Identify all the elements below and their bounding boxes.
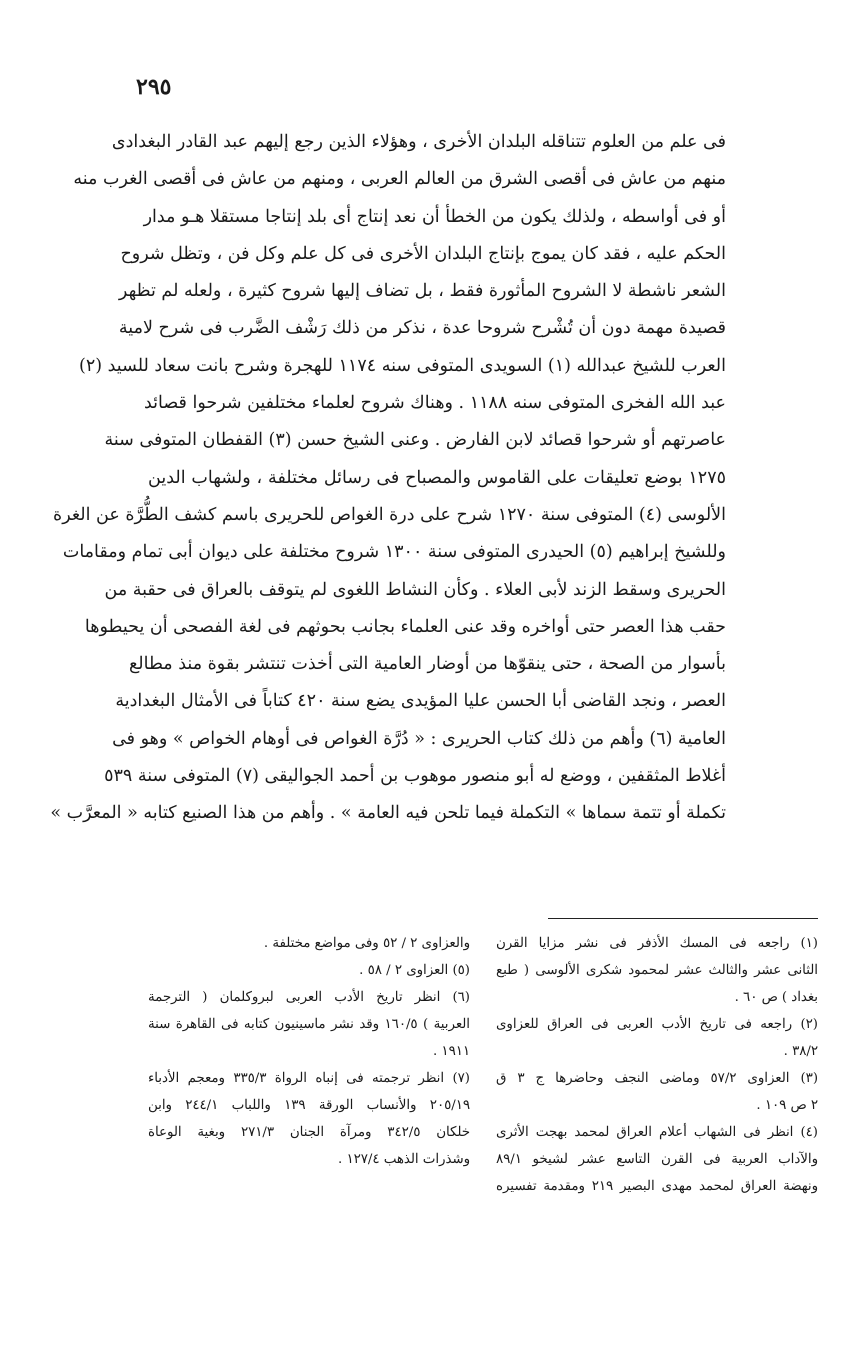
- footnote-line: ١٩١١ .: [432, 1044, 470, 1059]
- footnote-line: وشذرات الذهب ١٢٧/٤ .: [338, 1152, 470, 1167]
- footnotes-left-column: [148, 930, 470, 1173]
- body-line: أغلاط المثقفين ، ووضع له أبو منصور موهوب بن أحمد الجواليقى (٧) المتوفى سنة ٥٣٩: [104, 766, 726, 787]
- footnote-line: ونهضة العراق لمحمد مهدى البصير ٢١٩ ومقدمة تفسيره: [496, 1179, 819, 1194]
- footnote-line: والعزاوى ٢ / ٥٢ وفى مواضع مختلفة .: [263, 936, 470, 951]
- footnote-line: (٦) انظر تاريخ الأدب العربى لبروكلمان ( الترجمة: [148, 990, 470, 1005]
- body-line: عاصرتهم أو شرحوا قصائد لابن الفارض . وعنى الشيخ حسن (٣) القفطان المتوفى سنة: [104, 430, 726, 451]
- body-line: قصيدة مهمة دون أن تُشْرح شروحا عدة ، نذكر من ذلك رَشْف الضَّرب فى شرح لامية: [118, 318, 726, 339]
- footnote-line: ٣٨/٢ .: [783, 1044, 818, 1059]
- page-number: ٢٩٥: [136, 74, 172, 100]
- body-line: عبد الله الفخرى المتوفى سنه ١١٨٨ . وهناك شروح لعلماء مختلفين شرحوا قصائد: [143, 393, 726, 414]
- footnote-line: الثانى عشر والثالث عشر لمحمود شكرى الألوسى ( طبع: [496, 963, 818, 978]
- body-line: الحريرى وسقط الزند لأبى العلاء . وكأن النشاط اللغوى لم يتوقف بالعراق فى حقبة من: [104, 579, 726, 600]
- body-text: [50, 124, 726, 833]
- body-line: أو فى أواسطه ، ولذلك يكون من الخطأ أن نعد إنتاج أى بلد إنتاجا مستقلا هـو مدار: [143, 206, 726, 227]
- footnote-line: والآداب العربية فى القرن التاسع عشر لشيخو ٨٩/١: [496, 1152, 818, 1167]
- footnotes-right-column: [496, 930, 818, 1200]
- body-line: العصر ، ونجد القاضى أبا الحسن عليا المؤيدى يضع سنة ٤٢٠ كتاباً فى الأمثال البغدادية: [115, 691, 726, 712]
- footnote-divider: [548, 918, 818, 919]
- body-line: الحكم عليه ، فقد كان يموج بإنتاج البلدان الأخرى فى كل علم وكل فن ، وتظل شروح: [120, 243, 726, 264]
- body-line: الألوسى (٤) المتوفى سنة ١٢٧٠ شرح على درة الغواص للحريرى باسم كشف الطُّرَّة عن الغرة: [53, 504, 726, 525]
- body-line: تكملة أو تتمة سماها » التكملة فيما تلحن فيه العامة » . وأهم من هذا الصنيع كتابه « المعرَّب »: [50, 803, 726, 824]
- footnote-line: (٧) انظر ترجمته فى إنباه الرواة ٣٣٥/٣ ومعجم الأدباء: [148, 1071, 470, 1086]
- footnote-line: (١) راجعه فى المسك الأذفر فى نشر مزايا القرن: [496, 936, 818, 951]
- footnote-line: (٣) العزاوى ٥٧/٢ وماضى النجف وحاضرها ج ٣ ق: [496, 1071, 819, 1086]
- body-line: فى علم من العلوم تتناقله البلدان الأخرى ، وهؤلاء الذين رجع إليهم عبد القادر البغدادى: [111, 132, 726, 152]
- body-line: منهم من عاش فى أقصى الشرق من العالم العربى ، ومنهم من عاش فى أقصى الغرب منه: [73, 169, 726, 190]
- footnote-line: بغداد ) ص ٦٠ .: [734, 990, 818, 1005]
- body-line: الشعر ناشطة لا الشروح المأثورة فقط ، بل تضاف إليها شروح كثيرة ، ولعله لم تظهر: [118, 281, 726, 302]
- footnote-line: ٢٠٥/١٩ والأنساب الورقة ١٣٩ واللباب ٢٤٤/١ وابن: [148, 1098, 470, 1113]
- body-line: العامية (٦) وأهم من ذلك كتاب الحريرى : « دُرَّة الغواص فى أوهام الخواص » وهو فى: [112, 728, 726, 749]
- body-line: ١٢٧٥ بوضع تعليقات على القاموس والمصباح فى رسائل مختلفة ، ولشهاب الدين: [148, 467, 726, 488]
- body-line: وللشيخ إبراهيم (٥) الحيدرى المتوفى سنة ١٣٠٠ شروح مختلفة على ديوان أبى تمام ومقامات: [62, 542, 726, 563]
- body-line: العرب للشيخ عبدالله (١) السويدى المتوفى سنه ١١٧٤ للهجرة وشرح بانت سعاد للسيد (٢): [79, 355, 726, 376]
- body-line: بأسوار من الصحة ، حتى ينقوّها من أوضار العامية التى أخذت تنتشر بقوة منذ مطالع: [128, 654, 726, 675]
- footnote-line: (٤) انظر فى الشهاب أعلام العراق لمحمد بهجت الأثرى: [496, 1125, 818, 1140]
- footnote-line: (٢) راجعه فى تاريخ الأدب العربى فى العراق للعزاوى: [496, 1017, 818, 1032]
- body-line: حقب هذا العصر حتى أواخره وقد عنى العلماء بجانب بحوثهم فى لغة الفصحى أن يحيطوها: [84, 616, 726, 637]
- footnote-line: خلكان ٣٤٢/٥ ومرآة الجنان ٢٧١/٣ وبغية الوعاة: [148, 1125, 470, 1140]
- footnote-line: (٥) العزاوى ٢ / ٥٨ .: [359, 963, 470, 978]
- footnote-line: العربية ) ١٦٠/٥ وقد نشر ماسينيون كتابه فى القاهرة سنة: [148, 1017, 471, 1032]
- footnote-line: ٢ ص ١٠٩ .: [756, 1098, 818, 1113]
